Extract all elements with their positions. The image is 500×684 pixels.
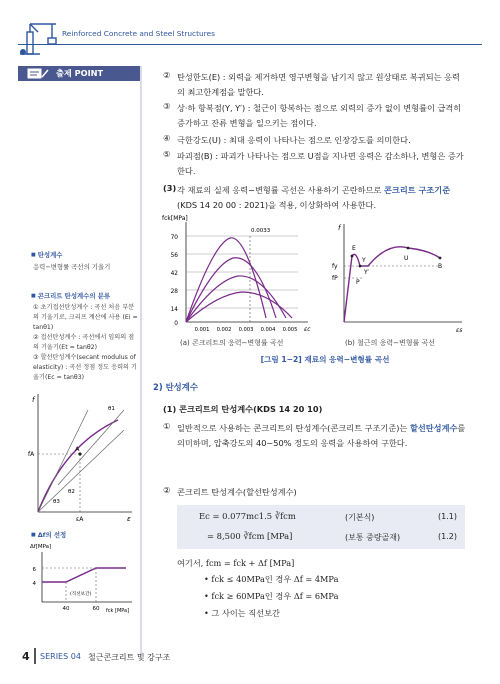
sidebar-item-initial-tangent: ① 초기접선탄성계수 : 곡선 처음 부분의 기울기로, 크리프 계산에 사용 (Ei = tanθ1) bbox=[33, 304, 138, 331]
item3-highlight: 콘크리트 구조기준 bbox=[384, 185, 451, 195]
sidebar-heading-delta-f: ■ Δf의 선정 bbox=[31, 530, 66, 539]
fig-b-fp: fP bbox=[332, 275, 338, 282]
header-rule bbox=[18, 44, 482, 45]
para1-text-after: 를 의미하며, 압축강도의 40∼50% 정도의 응력을 사용하여 구한다. bbox=[177, 423, 466, 448]
crane-logo-icon bbox=[18, 20, 62, 60]
fig1-y-label: f bbox=[32, 396, 35, 404]
para2-text: 콘크리트 탄성계수(할선탄성계수) bbox=[177, 487, 297, 497]
fig2-mid-label: (직선보간) bbox=[70, 592, 92, 597]
fig-b-caption: (b) 철근의 응력−변형률 곡선 bbox=[345, 339, 436, 347]
fig-a-xtick-5: 0.005 bbox=[282, 327, 298, 333]
fig-a-xtick-2: 0.002 bbox=[216, 327, 232, 333]
item3-text-after: (KDS 14 20 00 : 2021)을 적용, 이상화하여 사용한다. bbox=[177, 200, 377, 210]
fig-a-ytick-0: 0 bbox=[174, 321, 178, 327]
concrete-stress-strain-graph bbox=[158, 214, 316, 336]
fig-b-point-y: Y bbox=[362, 257, 366, 264]
footer-series: SERIES 04 bbox=[40, 652, 81, 661]
fig-b-point-e: E bbox=[352, 245, 356, 252]
item3-text bbox=[177, 183, 467, 213]
sidebar-point-tab bbox=[18, 66, 140, 81]
fig2-ytick-4: 4 bbox=[32, 581, 36, 587]
fig-a-peak-label: 0.0033 bbox=[251, 228, 271, 234]
footer-book-title: 철근콘크리트 및 강구조 bbox=[88, 653, 171, 662]
formula-2-number: (1.2) bbox=[438, 532, 457, 541]
formula-1-number: (1.1) bbox=[438, 512, 457, 521]
item-yield-point-text: 상·하 항복점(Y, Y′) : 철근이 항복하는 점으로 외력의 증가 없이 변형률이 급격히 증가하고 잔류 변형을 일으키는 점이다. bbox=[177, 103, 462, 128]
item-ultimate-num: ④ bbox=[163, 133, 171, 143]
where-line: 여기서, fcm = fck + Δf [MPa] bbox=[177, 558, 295, 568]
fig1-theta1: θ1 bbox=[108, 406, 115, 412]
formula-box bbox=[177, 505, 465, 549]
figure-caption: [그림 1−2] 재료의 응력−변형률 곡선 bbox=[260, 355, 390, 364]
para1-text-before: 일반적으로 사용하는 콘크리트의 탄성계수(콘크리트 구조기준)는 bbox=[177, 423, 410, 433]
item-break-text: 파괴점(B) : 파괴가 나타나는 점으로 U점을 지나면 응력은 감소하나, 변형은 증가한다. bbox=[177, 151, 464, 176]
para1-highlight: 할선탄성계수 bbox=[409, 423, 458, 433]
formula-1-expr: Ec = 0.077mc1.5 ∛fcm bbox=[199, 511, 296, 521]
fig-b-point-y-prime: Y′ bbox=[364, 269, 370, 276]
fig2-y-label: Δf[MPa] bbox=[30, 544, 52, 550]
section-heading-elastic-modulus: 2) 탄성계수 bbox=[153, 382, 198, 392]
footer-divider bbox=[34, 648, 36, 664]
para1-text bbox=[177, 421, 467, 451]
fig-a-xtick-3: 0.003 bbox=[238, 327, 254, 333]
item3-num: (3) bbox=[163, 183, 177, 193]
subsection-heading-concrete: (1) 콘크리트의 탄성계수(KDS 14 20 10) bbox=[163, 404, 323, 414]
sidebar-heading-elastic: ■ 탄성계수 bbox=[31, 250, 62, 259]
sidebar-item-tangent: ② 접선탄성계수 : 곡선에서 임의의 점의 기울기(Et = tanθ2) bbox=[33, 334, 135, 351]
bullet-fck-40: • fck ≤ 40MPa인 경우 Δf = 4MPa bbox=[204, 574, 339, 584]
sidebar-tab-label: 출제 POINT bbox=[56, 68, 104, 78]
fig-a-ytick-70: 70 bbox=[170, 235, 178, 241]
fig1-ea-label: εA bbox=[76, 516, 84, 522]
fig1-theta3: θ3 bbox=[53, 499, 60, 505]
fig1-theta2: θ2 bbox=[68, 489, 75, 495]
fig1-x-label: ε bbox=[127, 515, 131, 522]
fig-a-ytick-42: 42 bbox=[170, 271, 178, 277]
sidebar-item-secant: ③ 할선탄성계수(secant modulus of elasticity) : 곡선 정점 정도 응력의 기울기(Ec = tanθ3) bbox=[33, 354, 137, 381]
fig2-xtick-60: 60 bbox=[92, 606, 100, 612]
sidebar-heading-concrete: ■ 콘크리트 탄성계수의 분류 bbox=[31, 291, 110, 300]
fig-a-caption: (a) 콘크리트의 응력−변형률 곡선 bbox=[180, 339, 284, 347]
fig1-point-label: A bbox=[75, 445, 80, 453]
fig-b-point-b: B bbox=[438, 263, 443, 270]
fig-a-xlabel: εc bbox=[304, 326, 311, 333]
page-number: 4 bbox=[22, 650, 30, 663]
para1-num: ① bbox=[163, 421, 171, 431]
fig-a-xtick-4: 0.004 bbox=[260, 327, 276, 333]
fig2-x-label: fck [MPa] bbox=[106, 608, 130, 614]
fig-b-fy: fy bbox=[332, 263, 338, 270]
formula-2-note: (보통 중량골재) bbox=[345, 533, 401, 542]
item-yield-point-num: ③ bbox=[163, 101, 171, 111]
fig1-fa-label: fA bbox=[28, 451, 35, 458]
para2-num: ② bbox=[163, 485, 171, 495]
item3-text-before: 각 재료의 실제 응력−변형률 곡선은 사용하기 곤란하므로 bbox=[177, 185, 384, 195]
fig-a-xtick-1: 0.001 bbox=[194, 327, 210, 333]
fig-a-ytick-14: 14 bbox=[170, 307, 178, 313]
fig-a-ylabel: fck[MPa] bbox=[162, 215, 188, 222]
notepad-icon bbox=[27, 68, 49, 79]
steel-stress-strain-graph bbox=[328, 220, 468, 336]
fig2-ytick-6: 6 bbox=[32, 567, 36, 573]
fig-b-xlabel: εs bbox=[456, 327, 463, 334]
sidebar-text-elastic: 응력−변형률 곡선의 기울기 bbox=[33, 263, 111, 271]
fig2-xtick-40: 40 bbox=[62, 606, 70, 612]
bullet-interpolate: • 그 사이는 직선보간 bbox=[204, 608, 280, 618]
bullet-fck-60: • fck ≥ 60MPa인 경우 Δf = 6MPa bbox=[204, 591, 339, 601]
item-ultimate-text: 극한강도(U) : 최대 응력이 나타나는 점으로 인장강도를 의미한다. bbox=[177, 135, 411, 145]
fig-a-ytick-28: 28 bbox=[170, 289, 178, 295]
sidebar-divider bbox=[140, 66, 142, 656]
fig-b-point-u: U bbox=[404, 255, 409, 262]
fig-b-ylabel: f bbox=[338, 224, 341, 232]
item-elastic-limit-text: 탄성한도(E) : 외력을 제거하면 영구변형을 남기지 않고 원상태로 복귀되는 응력의 최고한계점을 말한다. bbox=[177, 72, 460, 97]
item-break-num: ⑤ bbox=[163, 149, 171, 159]
sidebar-modulus-figure bbox=[28, 390, 138, 522]
formula-1-note: (기본식) bbox=[345, 513, 375, 522]
fig-a-ytick-56: 56 bbox=[170, 253, 178, 259]
sidebar-delta-f-figure bbox=[28, 540, 138, 616]
item-elastic-limit-num: ② bbox=[163, 70, 171, 80]
formula-2-expr: = 8,500 ∛fcm [MPa] bbox=[207, 531, 293, 541]
header-title: Reinforced Concrete and Steel Structures bbox=[62, 29, 215, 38]
fig-b-point-p: P bbox=[356, 279, 360, 286]
